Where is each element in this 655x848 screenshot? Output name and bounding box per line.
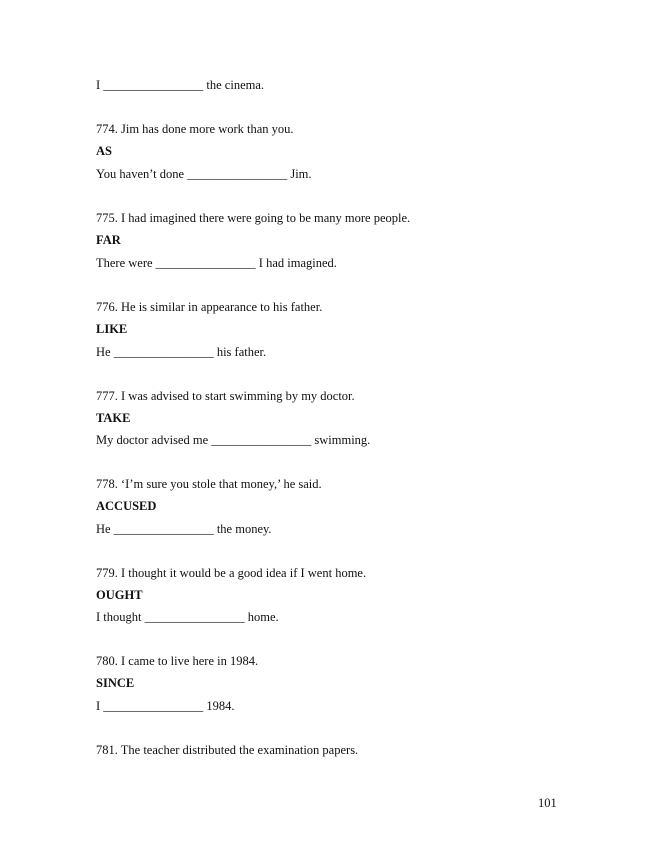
question-774: 774. Jim has done more work than you. <box>96 122 294 136</box>
keyword-778: ACCUSED <box>96 499 157 513</box>
keyword-779: OUGHT <box>96 588 143 602</box>
answer-line-779: I thought ________________ home. <box>96 610 279 624</box>
answer-line-775: There were ________________ I had imagined. <box>96 256 337 270</box>
question-777: 777. I was advised to start swimming by my doctor. <box>96 389 355 403</box>
answer-line-778: He ________________ the money. <box>96 522 272 536</box>
keyword-775: FAR <box>96 233 121 247</box>
question-780: 780. I came to live here in 1984. <box>96 654 259 668</box>
answer-line-777: My doctor advised me ________________ swimming. <box>96 433 371 447</box>
keyword-780: SINCE <box>96 676 135 690</box>
page-number: 101 <box>538 796 557 810</box>
question-778: 778. ‘I’m sure you stole that money,’ he said. <box>96 477 322 491</box>
question-779: 779. I thought it would be a good idea if I went home. <box>96 566 367 580</box>
question-775: 775. I had imagined there were going to be many more people. <box>96 211 411 225</box>
keyword-776: LIKE <box>96 322 128 336</box>
question-781: 781. The teacher distributed the examination papers. <box>96 743 359 757</box>
answer-line-780: I ________________ 1984. <box>96 699 235 713</box>
keyword-777: TAKE <box>96 411 131 425</box>
keyword-774: AS <box>96 144 112 158</box>
answer-line-776: He ________________ his father. <box>96 345 267 359</box>
answer-line-774: You haven’t done ________________ Jim. <box>96 167 312 181</box>
question-776: 776. He is similar in appearance to his father. <box>96 300 323 314</box>
answer-line-773: I ________________ the cinema. <box>96 78 265 92</box>
